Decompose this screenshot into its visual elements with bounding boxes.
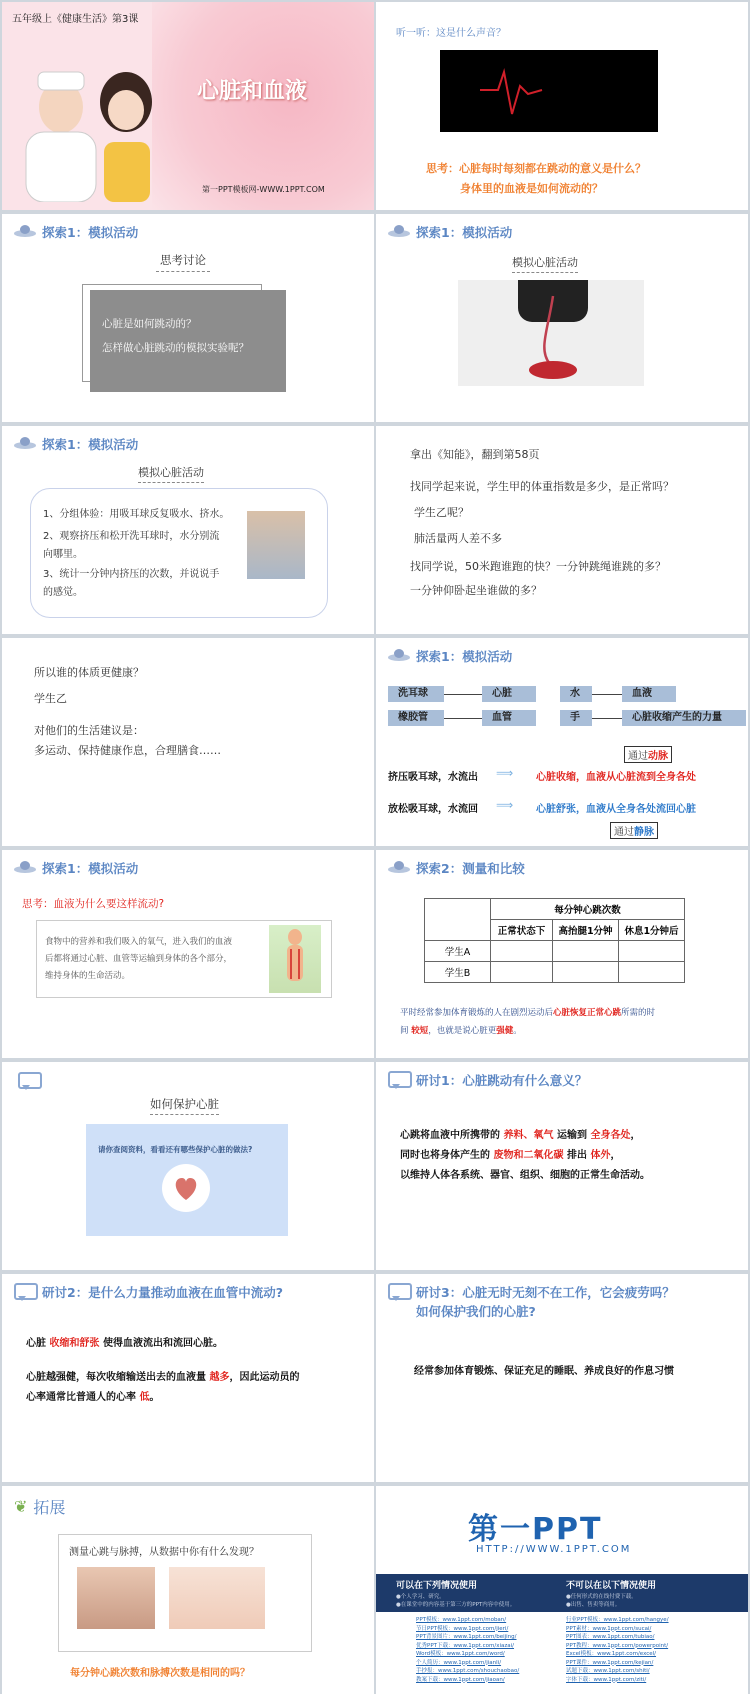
- slide-header: 探索1：模拟活动: [388, 223, 512, 241]
- bottom-question: 每分钟心跳次数和脉搏次数是相同的吗？: [70, 1668, 250, 1679]
- resource-link[interactable]: 教案下载：www.1ppt.com/jiaoan/: [416, 1676, 505, 1683]
- slide-header: ❦ 拓展: [14, 1497, 66, 1517]
- answer-text: 经常参加体育锻炼、保证充足的睡眠、养成良好的作息习惯: [414, 1366, 674, 1377]
- connector: [444, 694, 482, 695]
- listen-prompt: 听一听：这是什么声音？: [396, 28, 506, 39]
- site-label: 第一PPT模板网-WWW.1PPT.COM: [202, 185, 325, 194]
- allowed-heading: 可以在下列情况使用: [396, 1581, 478, 1591]
- wrist-pulse-photo: [169, 1567, 265, 1629]
- line-1: 心脏 收缩和舒张 使得血液流出和流回心脏。: [26, 1338, 223, 1349]
- resource-link[interactable]: PPT模板：www.1ppt.com/moban/: [416, 1617, 507, 1623]
- cell[interactable]: [619, 941, 685, 962]
- slide-12-discuss-1: [376, 1062, 748, 1270]
- label-heart: 心脏: [482, 686, 536, 702]
- step-2a: 2、观察挤压和松开洗耳球时，水分别流: [43, 531, 220, 542]
- slide-header: 探索1：模拟活动: [14, 859, 138, 877]
- lesson-title: 心脏和血液: [197, 79, 308, 104]
- slide-header: 探索1：模拟活动: [388, 647, 512, 665]
- chat-bubble-icon: [388, 1283, 410, 1301]
- ufo-icon: [14, 436, 36, 452]
- slide-header: 研讨2：是什么力量推动血液在血管中流动?: [14, 1283, 283, 1301]
- label-ear-bulb: 洗耳球: [388, 686, 444, 702]
- slide-icon: [18, 1072, 40, 1090]
- resource-link[interactable]: 节日PPT模板：www.1ppt.com/jieri/: [416, 1625, 509, 1632]
- para-2: 后都将通过心脏、血管等运输到身体的各个部分，: [45, 954, 233, 964]
- slide-7-health: [2, 638, 374, 846]
- resource-link[interactable]: 试题下载：www.1ppt.com/shiti/: [566, 1668, 650, 1674]
- slide-15-extend: [2, 1486, 374, 1694]
- allowed-2: ●在课堂中的内容基于第三方的PPT内容中使用。: [396, 1602, 516, 1608]
- course-label: 五年级上《健康生活》第3课: [12, 14, 139, 25]
- question: 测量心跳与脉搏，从数据中你有什么发现？: [69, 1547, 259, 1558]
- text-line-6: 一分钟仰卧起坐谁做的多？: [410, 584, 542, 597]
- resource-link[interactable]: 个人简历：www.1ppt.com/jianli/: [416, 1659, 502, 1666]
- resource-link[interactable]: PPT背景图片：www.1ppt.com/beijing/: [416, 1634, 517, 1640]
- row-student-b: 学生B: [425, 962, 491, 983]
- protect-video[interactable]: [86, 1124, 288, 1236]
- text-line-5: 找同学说，50米跑谁跑的快？一分钟跳绳谁跳的多？: [410, 560, 666, 573]
- cell[interactable]: [491, 962, 553, 983]
- squeeze-text: 挤压吸耳球，水流出: [388, 772, 478, 783]
- slide-4-simulation-video: [376, 214, 748, 422]
- links-right: [566, 1616, 669, 1684]
- subtitle: 模拟心脏活动: [512, 254, 578, 273]
- ppt-logo: 第一PPT: [468, 1512, 603, 1547]
- connector: [444, 718, 482, 719]
- chat-bubble-icon: [18, 1072, 40, 1090]
- ufo-icon: [388, 860, 410, 876]
- question-2: 怎样做心脏跳动的模拟实验呢？: [102, 342, 249, 354]
- relax-text: 心脏舒张，血液从全身各处流回心脏: [536, 804, 696, 815]
- question-card: [90, 290, 286, 392]
- forbidden-2: ●出售、售卖等商用。: [566, 1602, 621, 1608]
- slide-1-title: [2, 2, 374, 210]
- arrow-icon: ⟹: [496, 766, 514, 780]
- text-line-4: 肺活量两人差不多: [414, 532, 502, 545]
- subtitle: 如何保护心脏: [150, 1096, 219, 1115]
- line-2: 同时也将身体产生的 废物和二氧化碳 排出 体外，: [400, 1150, 621, 1161]
- col-normal: 正常状态下: [491, 920, 553, 941]
- resource-link[interactable]: Excel模板：www.1ppt.com/excel/: [566, 1651, 657, 1657]
- para-3: 维持身体的生命活动。: [45, 971, 131, 981]
- heart-icon: [162, 1164, 210, 1212]
- row-student-a: 学生A: [425, 941, 491, 962]
- slide-14-discuss-3: [376, 1274, 748, 1482]
- step-1: 1、分组体验：用吸耳球反复吸水、挤水。: [43, 509, 230, 520]
- doctor-girl-illustration: [16, 52, 166, 202]
- step-3a: 3、统计一分钟内挤压的次数，并说说手: [43, 569, 220, 580]
- ufo-icon: [388, 224, 410, 240]
- connector: [592, 718, 622, 719]
- col-high-knees: 高抬腿1分钟: [553, 920, 619, 941]
- question: 所以谁的体质更健康？: [34, 666, 144, 679]
- slide-6-textbook: [376, 426, 748, 634]
- label-water: 水: [560, 686, 592, 702]
- cell[interactable]: [553, 941, 619, 962]
- arrow-icon: ⟹: [496, 798, 514, 812]
- slide-header: 探索1：模拟活动: [14, 223, 138, 241]
- video-caption: 请你查阅资料，看看还有哪些保护心脏的做法?: [98, 1145, 253, 1154]
- line-2: 心脏越强健，每次收缩输送出去的血液量 越多，因此运动员的: [26, 1372, 300, 1383]
- think-question-1: 思考：心脏每时每刻都在跳动的意义是什么？: [426, 162, 646, 175]
- note-line-1: 平时经常参加体育锻炼的人在剧烈运动后心脏恢复正常心跳所需的时: [400, 1008, 656, 1018]
- label-rubber-tube: 橡胶管: [388, 710, 444, 726]
- allowed-1: ●个人学习、研究。: [396, 1594, 445, 1600]
- body-circulation-icon: [269, 925, 321, 993]
- resource-link[interactable]: 手抄报：www.1ppt.com/shouchaobao/: [416, 1668, 520, 1674]
- steps-card: [30, 488, 328, 618]
- resource-link[interactable]: 优秀PPT下载：www.1ppt.com/xiazai/: [416, 1642, 515, 1649]
- via-artery: 通过动脉: [624, 746, 672, 763]
- release-text: 放松吸耳球，水流回: [388, 804, 478, 815]
- chat-bubble-icon: [388, 1071, 410, 1089]
- slide-header: 研讨3：心脏无时无刻不在工作，它会疲劳吗？: [388, 1283, 675, 1301]
- explanation-card: [36, 920, 332, 998]
- ufo-icon: [14, 860, 36, 876]
- label-contraction-force: 心脏收缩产生的力量: [622, 710, 746, 726]
- line-3: 心率通常比普通人的心率 低。: [26, 1392, 160, 1403]
- forbidden-1: ●任何形式的在线付费下载。: [566, 1594, 637, 1600]
- text-line-1: 拿出《知能》，翻到第58页: [410, 448, 540, 461]
- slide-13-discuss-2: [2, 1274, 374, 1482]
- line-3: 以维持人体各系统、器官、组织、细胞的正常生命活动。: [400, 1170, 650, 1181]
- heartbeat-line-icon: [440, 50, 658, 132]
- slide-8-analogy: [376, 638, 748, 846]
- cell[interactable]: [491, 941, 553, 962]
- slide-header: 探索2：测量和比较: [388, 859, 525, 877]
- sprout-icon: ❦: [14, 1497, 28, 1516]
- slide-9-why-flow: [2, 850, 374, 1058]
- site-url: HTTP://WWW.1PPT.COM: [476, 1544, 632, 1555]
- resource-link[interactable]: 字体下载：www.1ppt.com/ziti/: [566, 1676, 647, 1683]
- think-question-2: 身体里的血液是如何流动的？: [460, 182, 603, 195]
- slide-2-listen: [376, 2, 748, 210]
- neck-pulse-photo: [77, 1567, 155, 1629]
- contract-text: 心脏收缩，血液从心脏流到全身各处: [536, 772, 696, 783]
- slide-11-protect: [2, 1062, 374, 1270]
- resource-link[interactable]: Word模板：www.1ppt.com/word/: [416, 1651, 505, 1657]
- resource-link[interactable]: PPT教程：www.1ppt.com/powerpoint/: [566, 1642, 669, 1649]
- links-left: [416, 1616, 519, 1684]
- usage-banner: [376, 1574, 748, 1612]
- header-line-2: 如何保护我们的心脏?: [416, 1304, 536, 1319]
- slide-header: 研讨1：心脏跳动有什么意义？: [388, 1071, 587, 1089]
- step-3b: 的感觉。: [43, 587, 83, 598]
- forbidden-heading: 不可以在以下情况使用: [566, 1581, 657, 1591]
- slide-header: 探索1：模拟活动: [14, 435, 138, 453]
- heartbeat-table: [424, 898, 685, 983]
- think-question: 思考：血液为什么要这样流动?: [22, 898, 165, 910]
- step-2b: 向哪里。: [43, 549, 83, 560]
- cell[interactable]: [553, 962, 619, 983]
- note-line-2: 间 较短，也就是说心脏更强健。: [400, 1026, 522, 1036]
- subtitle: 模拟心脏活动: [138, 464, 204, 483]
- ufo-icon: [14, 224, 36, 240]
- label-blood: 血液: [622, 686, 676, 702]
- label-vessel: 血管: [482, 710, 536, 726]
- slide-16-credits: [376, 1486, 748, 1694]
- ufo-icon: [388, 648, 410, 664]
- advice-text: 多运动、保持健康作息，合理膳食……: [34, 744, 221, 757]
- kids-photo: [247, 511, 305, 579]
- resource-link[interactable]: PPT素材：www.1ppt.com/sucai/: [566, 1625, 652, 1632]
- table-title: 每分钟心跳次数: [491, 899, 685, 920]
- heart-background: [152, 2, 374, 210]
- simulation-video[interactable]: [458, 280, 644, 386]
- text-line-2: 找同学起来说，学生甲的体重指数是多少，是正常吗？: [410, 480, 674, 493]
- col-rest: 休息1分钟后: [619, 920, 685, 941]
- resource-link[interactable]: PPT图表：www.1ppt.com/tubiao/: [566, 1634, 655, 1640]
- chat-bubble-icon: [14, 1283, 36, 1301]
- cell[interactable]: [619, 962, 685, 983]
- heartbeat-video[interactable]: [440, 50, 658, 132]
- slide-3-discussion: [2, 214, 374, 422]
- connector: [592, 694, 622, 695]
- tube-and-bowl: [458, 280, 644, 386]
- resource-link[interactable]: PPT课件：www.1ppt.com/kejian/: [566, 1659, 654, 1666]
- question-1: 心脏是如何跳动的？: [102, 318, 197, 330]
- resource-link[interactable]: 行业PPT模板：www.1ppt.com/hangye/: [566, 1617, 669, 1623]
- via-vein: 通过静脉: [610, 822, 658, 839]
- subtitle: 思考讨论: [156, 252, 210, 272]
- circulation-image: [269, 925, 321, 993]
- slide-10-measure: [376, 850, 748, 1058]
- text-line-3: 学生乙呢？: [414, 506, 469, 519]
- para-1: 食物中的营养和我们吸入的氧气，进入我们的血液: [45, 937, 233, 947]
- slide-5-steps: [2, 426, 374, 634]
- label-hand: 手: [560, 710, 592, 726]
- line-1: 心跳将血液中所携带的 养料、氧气 运输到 全身各处，: [400, 1130, 641, 1141]
- answer: 学生乙: [34, 692, 67, 705]
- advice-heading: 对他们的生活建议是：: [34, 724, 144, 737]
- extend-card: [58, 1534, 312, 1652]
